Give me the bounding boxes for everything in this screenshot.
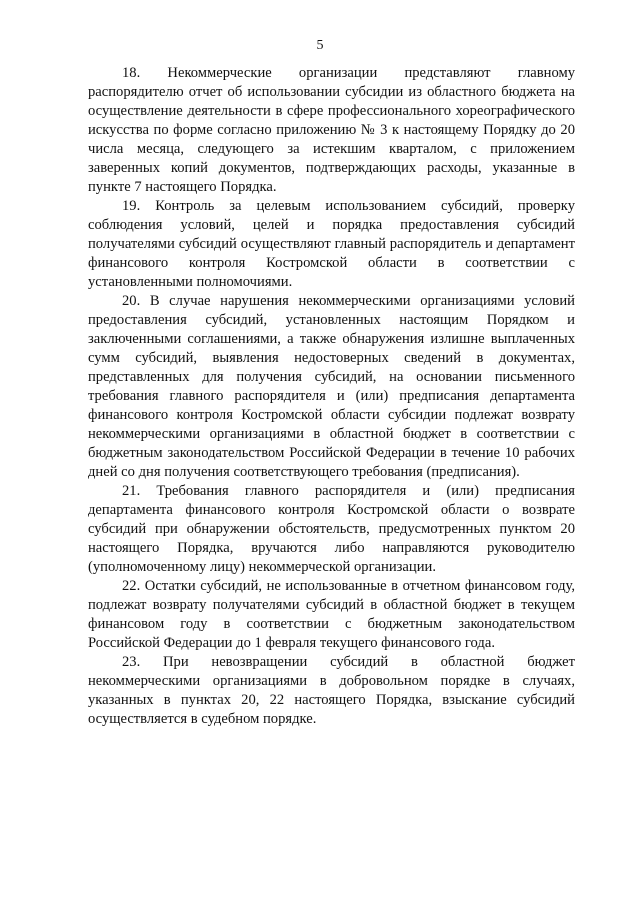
paragraph-22: 22. Остатки субсидий, не использованные в отчетном финансовом году, подлежат возврату получателями субсидий в областной бюджет в текущем финансовом году в соответствии с бюджетным законодательством Российской Федерации до 1 февраля текущего финансового года. <box>88 578 575 651</box>
paragraph-21: 21. Требования главного распорядителя и (или) предписания департамента финансового контроля Костромской области о возврате субсидий при обнаружении обстоятельств, предусмотренных пунктом 20 настоящего Порядка, вручаются либо направляются руководителю (уполномоченному лицу) некоммерческой организации. <box>88 483 575 575</box>
page-number: 5 <box>316 38 324 53</box>
paragraph-23: 23. При невозвращении субсидий в областной бюджет некоммерческими организациями в добровольном порядке в случаях, указанных в пунктах 20, 22 настоящего Порядка, взыскание субсидий осуществляется в судебном порядке. <box>88 654 575 727</box>
paragraph-20: 20. В случае нарушения некоммерческими организациями условий предоставления субсидий, установленных настоящим Порядком и заключенными соглашениями, а также обнаружения излишне выплаченных сумм субсидий, выявления недостоверных сведений в документах, представленных для получения субсидий, на основании письменного требования главного распорядителя и (или) предписания департамента финансового контроля Костромской области субсидии подлежат возврату некоммерческими организациями в областной бюджет в соответствии с бюджетным законодательством Российской Федерации в течение 10 рабочих дней со дня получения соответствующего требования (предписания). <box>88 293 575 480</box>
paragraph-19: 19. Контроль за целевым использованием субсидий, проверку соблюдения условий, целей и порядка предоставления субсидий получателями субсидий осуществляют главный распорядитель и департамент финансового контроля Костромской области в соответствии с установленными полномочиями. <box>88 198 575 290</box>
paragraph-18: 18. Некоммерческие организации представляют главному распорядителю отчет об использовании субсидии из областного бюджета на осуществление деятельности в сфере профессионального хореографического искусства по форме согласно приложению № 3 к настоящему Порядку до 20 числа месяца, следующего за истекшим кварталом, с приложением заверенных копий документов, подтверждающих расходы, указанные в пункте 7 настоящего Порядка. <box>88 65 575 195</box>
document-body <box>88 64 575 729</box>
